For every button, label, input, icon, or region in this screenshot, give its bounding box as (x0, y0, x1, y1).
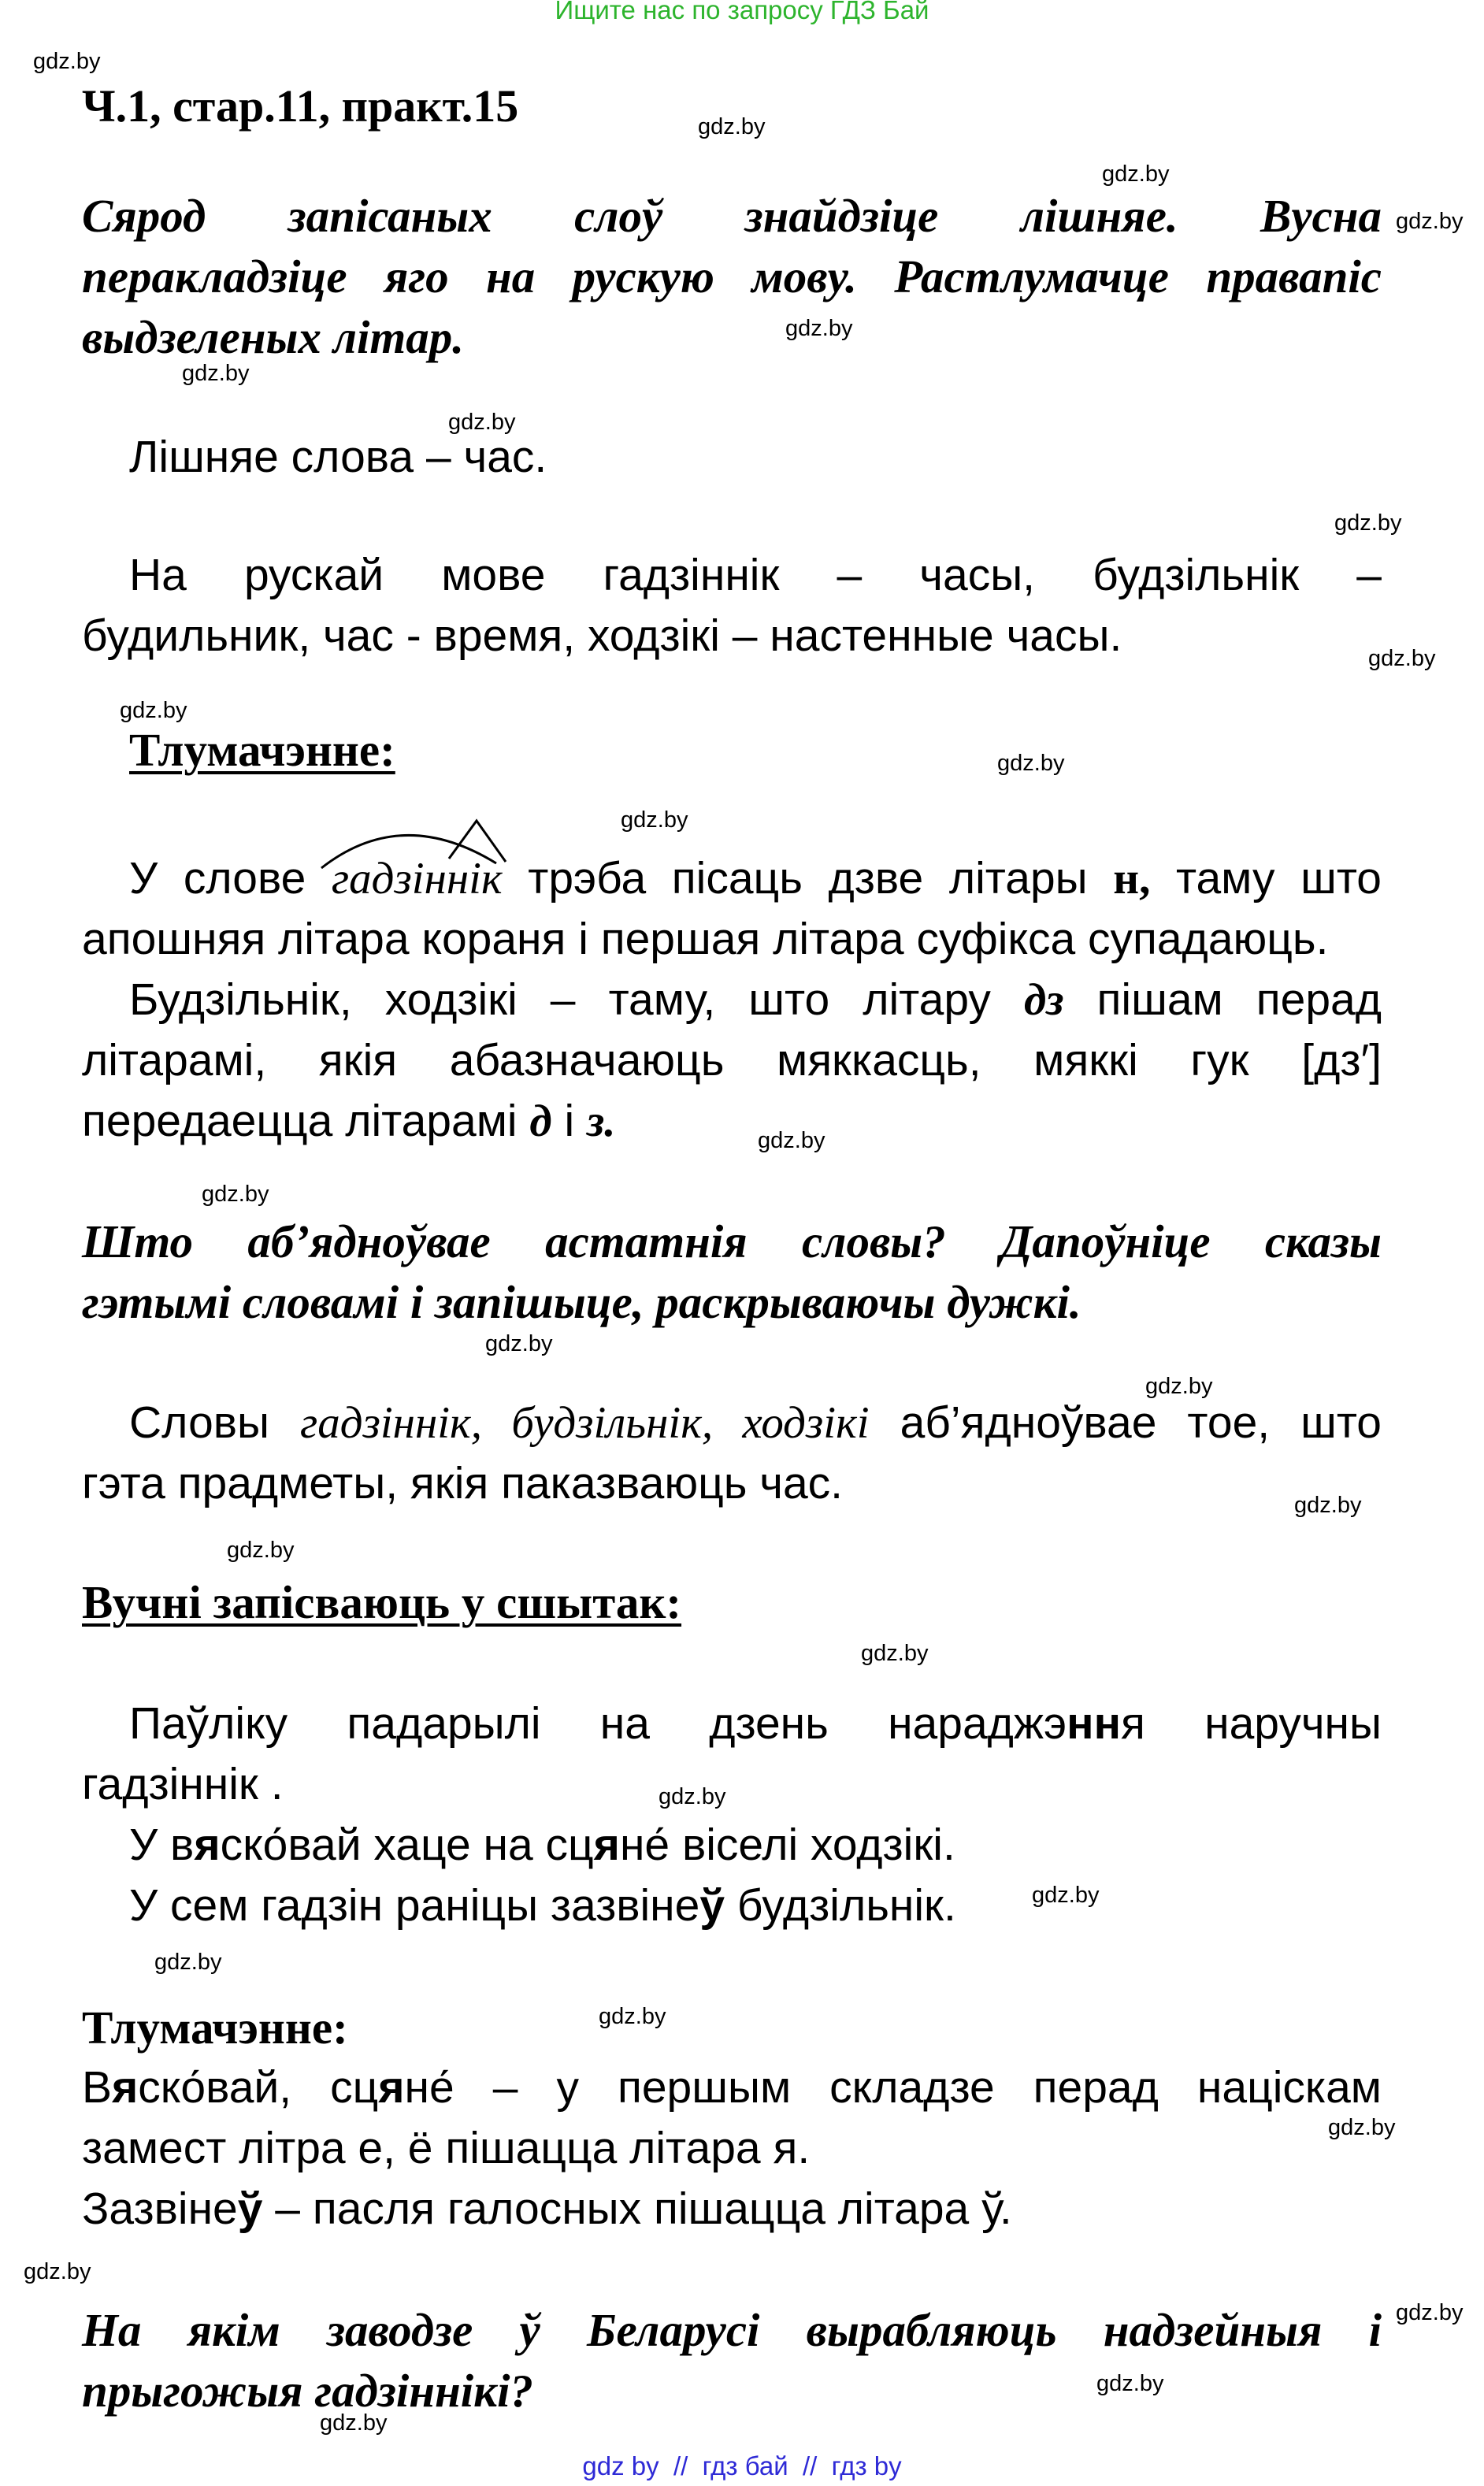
watermark: gdz.by (1328, 2115, 1396, 2140)
watermark: gdz.by (1032, 1883, 1100, 1908)
text: пішам перад (1063, 974, 1382, 1025)
text: аб’ядноўвае тое, што (869, 1397, 1382, 1448)
text: – у першым складзе перад націскам (454, 2062, 1382, 2113)
text: У сем гадзін раніцы зазвіне (129, 1880, 700, 1931)
highlight-letter: я (112, 2062, 139, 2113)
sentence-line (82, 1694, 1382, 1754)
watermark: gdz.by (485, 1331, 553, 1356)
watermark: gdz.by (599, 2004, 666, 2029)
notebook-heading: Вучні запісваюць у сшытак: (82, 1576, 682, 1628)
watermark: gdz.by (120, 698, 187, 723)
example-words: гадзіннік, будзільнік, ходзікі (300, 1398, 870, 1448)
sentence-line: гадзіннік . (82, 1759, 284, 1809)
task-1-line: выдзеленых літар. (82, 311, 465, 363)
text: і (551, 1096, 588, 1146)
footer-links[interactable]: gdz by // гдз бай // гдз by (582, 2451, 902, 2480)
text: будзільнік. (725, 1880, 956, 1931)
highlight-letter: я (194, 1820, 221, 1870)
task-1 (82, 186, 1382, 368)
top-banner[interactable]: Ищите нас по запросу ГДЗ Бай (555, 0, 929, 24)
highlight-letter: дз (1023, 975, 1064, 1025)
highlight-letters: нн (1067, 1698, 1121, 1749)
explanation-paragraph-1 (82, 848, 1382, 1152)
text: трэба пісаць дзве літары (502, 853, 1114, 903)
watermark: gdz.by (1102, 161, 1170, 187)
watermark: gdz.by (182, 361, 250, 386)
explanation-heading: Тлумачэнне: (129, 724, 395, 776)
watermark: gdz.by (1396, 2300, 1464, 2325)
task-3 (82, 2300, 1382, 2421)
answer-line (82, 1393, 1382, 1453)
explanation-line: літарамі, якія абазначаюць мяккасць, мяккі гук [дз′] (82, 1035, 1382, 1085)
text: вай хаце на сц (288, 1820, 594, 1870)
answer-line: Лішняе слова – час. (129, 432, 547, 482)
translation-line: На рускай мове гадзіннік – часы, будзільнік – (129, 550, 1382, 600)
watermark: gdz.by (621, 807, 688, 833)
explanation-line: замест літра е, ё пішацца літара я. (82, 2123, 811, 2173)
task-1-line: перакладзіце яго на рускую мову. Растлумачце правапіс (82, 250, 1382, 302)
task-2-line: гэтымі словамі і запішыце, раскрываючы дужкі. (82, 1276, 1081, 1328)
watermark: gdz.by (659, 1784, 726, 1809)
watermark: gdz.by (1396, 209, 1464, 234)
answer-common-meaning (82, 1393, 1382, 1514)
explanation-line (82, 2057, 1382, 2118)
example-word: гадзіннік (331, 854, 503, 903)
text: віселі ходзікі. (670, 1820, 955, 1870)
watermark: gdz.by (1145, 1374, 1213, 1399)
text: – пасля галосных пішацца літара ў. (262, 2184, 1012, 2234)
watermark: gdz.by (997, 751, 1065, 776)
text: Словы (129, 1397, 301, 1448)
watermark: gdz.by (154, 1950, 222, 1975)
watermark: gdz.by (33, 49, 101, 74)
watermark: gdz.by (758, 1128, 825, 1153)
notebook-sentences (82, 1694, 1382, 1936)
watermark: gdz.by (785, 316, 853, 341)
highlight-letter: н, (1113, 854, 1151, 903)
text: У слове (129, 853, 332, 903)
watermark: gdz.by (227, 1538, 295, 1563)
explanation-line: апошняя літара кораня і першая літара суфікса супадаюць. (82, 914, 1329, 964)
watermark: gdz.by (1368, 646, 1436, 671)
watermark: gdz.by (861, 1641, 929, 1666)
highlight-letter: ў (699, 1880, 725, 1931)
text: Паўліку падарылі на дзень нараджэ (129, 1698, 1067, 1749)
text: передаецца літарамі (82, 1096, 530, 1146)
explanation-line (82, 2179, 1382, 2239)
text: вай, сц (206, 2062, 379, 2113)
text: таму што (1150, 853, 1382, 903)
explanation-line (82, 970, 1382, 1030)
explanation-2-paragraph (82, 2057, 1382, 2239)
translation-paragraph (82, 545, 1382, 666)
watermark: gdz.by (1334, 510, 1402, 536)
watermark: gdz.by (202, 1182, 269, 1207)
text: Зазвіне (82, 2184, 238, 2234)
answer-extra-word (82, 427, 1382, 488)
stressed-syllable: не ́ (405, 2062, 454, 2113)
task-2 (82, 1211, 1382, 1333)
sentence-line (82, 1876, 1382, 1936)
text: У в (129, 1820, 195, 1870)
answer-line: гэта прадметы, якія паказваюць час. (82, 1458, 844, 1508)
stressed-syllable: ско ́ (221, 1820, 288, 1870)
page-title: Ч.1, стар.11, практ.15 (82, 80, 519, 132)
task-3-line: прыгожыя гадзіннікі? (82, 2365, 533, 2417)
watermark: gdz.by (24, 2259, 91, 2284)
stressed-syllable: ско ́ (138, 2062, 206, 2113)
highlight-letter: я (593, 1820, 620, 1870)
explanation-line (82, 1091, 1382, 1152)
explanation-2-heading: Тлумачэнне: (82, 2002, 348, 2054)
watermark: gdz.by (1096, 2371, 1164, 2396)
text: я наручны (1121, 1698, 1382, 1749)
sentence-line (82, 1815, 1382, 1876)
task-2-line: Што аб’ядноўвае астатнія словы? Дапоўніце сказы (82, 1215, 1382, 1267)
text: В (82, 2062, 113, 2113)
highlight-letter: д (529, 1096, 552, 1146)
stressed-syllable: не ́ (620, 1820, 670, 1870)
highlight-letter: я (378, 2062, 405, 2113)
watermark: gdz.by (1294, 1493, 1362, 1518)
task-3-line: На якім заводзе ў Беларусі вырабляюць надзейныя і (82, 2304, 1382, 2356)
watermark: gdz.by (448, 410, 516, 435)
translation-line: будильник, час - время, ходзікі – настенные часы. (82, 610, 1122, 661)
highlight-letter: ў (237, 2184, 263, 2234)
highlight-letter: з. (587, 1096, 616, 1146)
watermark: gdz.by (698, 114, 766, 139)
text: Будзільнік, ходзікі – таму, што літару (129, 974, 1024, 1025)
watermark: gdz.by (320, 2410, 388, 2436)
task-1-line: Сярод запісаных слоў знайдзіце лішняе. Вусна (82, 190, 1382, 242)
explanation-line (82, 848, 1382, 909)
